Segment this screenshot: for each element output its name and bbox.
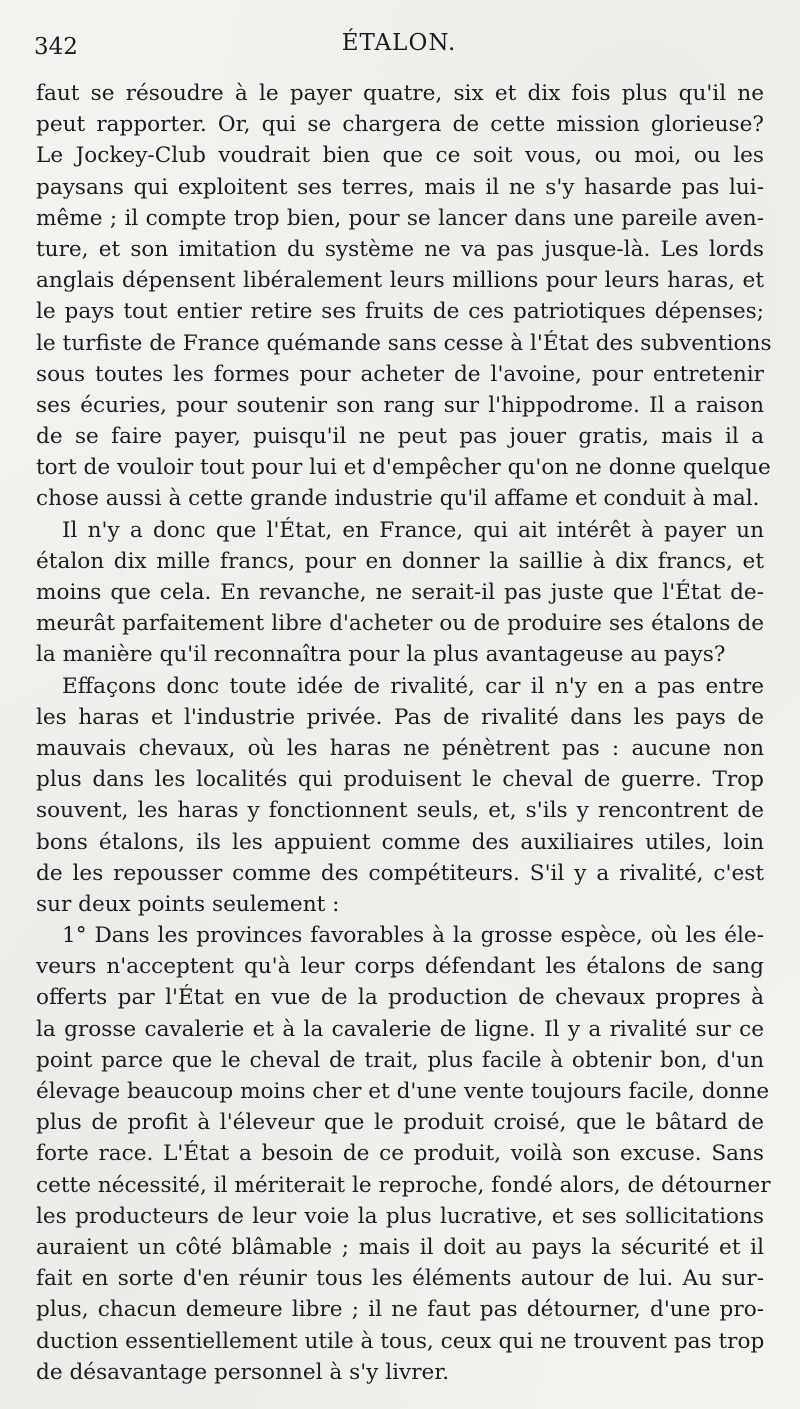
text-line: même ; il compte trop bien, pour se lancer dans une pareile aven- xyxy=(36,205,764,231)
text-line: forte race. L'État a besoin de ce produit, voilà son excuse. Sans xyxy=(36,1141,764,1167)
text-line: veurs n'acceptent qu'à leur corps défendant les étalons de sang xyxy=(36,954,764,980)
text-line: 1° Dans les provinces favorables à la grosse espèce, où les éle- xyxy=(62,923,764,949)
text-line: meurât parfaitement libre d'acheter ou de produire ses étalons de xyxy=(36,611,764,637)
text-line: chose aussi à cette grande industrie qu'il affame et conduit à mal. xyxy=(36,486,760,512)
text-line: tort de vouloir tout pour lui et d'empêcher qu'on ne donne quelque xyxy=(36,455,771,481)
text-line: paysans qui exploitent ses terres, mais il ne s'y hasarde pas lui- xyxy=(36,174,764,200)
text-line: de désavantage personnel à s'y livrer. xyxy=(36,1359,450,1385)
text-line: Effaçons donc toute idée de rivalité, car il n'y en a pas entre xyxy=(62,673,764,699)
text-line: plus, chacun demeure libre ; il ne faut pas détourner, d'une pro- xyxy=(36,1297,764,1323)
text-line: auraient un côté blâmable ; mais il doit au pays la sécurité et il xyxy=(36,1234,764,1260)
text-line: ture, et son imitation du système ne va pas jusque-là. Les lords xyxy=(36,236,764,262)
text-line: sur deux points seulement : xyxy=(36,891,340,917)
text-line: les producteurs de leur voie la plus lucrative, et ses sollicitations xyxy=(36,1203,764,1229)
text-line: moins que cela. En revanche, ne serait-il pas juste que l'État de- xyxy=(36,580,764,605)
text-line: Il n'y a donc que l'État, en France, qui ait intérêt à payer un xyxy=(62,517,764,543)
page-number: 342 xyxy=(34,34,78,60)
text-line: bons étalons, ils les appuient comme des auxiliaires utiles, loin xyxy=(36,829,764,855)
text-line: anglais dépensent libéralement leurs millions pour leurs haras, et xyxy=(36,268,764,294)
text-line: étalon dix mille francs, pour en donner la saillie à dix francs, et xyxy=(36,548,764,574)
text-line: le pays tout entier retire ses fruits de ces patriotiques dépenses; xyxy=(36,299,764,325)
text-line: le turfiste de France quémande sans cesse à l'État des subventions xyxy=(36,330,772,356)
text-line: la manière qu'il reconnaîtra pour la plus avantageuse au pays? xyxy=(36,642,726,668)
text-line: plus de profit à l'éleveur que le produit croisé, que le bâtard de xyxy=(36,1110,764,1136)
text-line: peut rapporter. Or, qui se chargera de cette mission glorieuse? xyxy=(36,112,764,138)
text-line: Le Jockey-Club voudrait bien que ce soit vous, ou moi, ou les xyxy=(36,143,764,169)
text-line: ses écuries, pour soutenir son rang sur l'hippodrome. Il a raison xyxy=(36,392,764,418)
text-line: plus dans les localités qui produisent le cheval de guerre. Trop xyxy=(36,767,764,793)
text-line: faut se résoudre à le payer quatre, six et dix fois plus qu'il ne xyxy=(36,81,764,106)
text-line: la grosse cavalerie et à la cavalerie de ligne. Il y a rivalité sur ce xyxy=(36,1016,764,1042)
body-text xyxy=(36,78,772,1388)
text-line: duction essentiellement utile à tous, ceux qui ne trouvent pas trop xyxy=(36,1328,765,1354)
text-line: sous toutes les formes pour acheter de l'avoine, pour entretenir xyxy=(36,361,764,387)
text-line: élevage beaucoup moins cher et d'une vente toujours facile, donne xyxy=(36,1079,770,1104)
text-line: offerts par l'État en vue de la production de chevaux propres à xyxy=(36,985,764,1011)
text-line: point parce que le cheval de trait, plus facile à obtenir bon, d'un xyxy=(36,1047,764,1073)
running-head xyxy=(34,30,764,62)
text-line: fait en sorte d'en réunir tous les éléments autour de lui. Au sur- xyxy=(36,1266,764,1292)
text-line: de les repousser comme des compétiteurs. S'il y a rivalité, c'est xyxy=(36,860,764,886)
text-line: souvent, les haras y fonctionnent seuls, et, s'ils y rencontrent de xyxy=(36,798,764,824)
text-line: mauvais chevaux, où les haras ne pénètrent pas : aucune non xyxy=(36,735,764,761)
text-line: les haras et l'industrie privée. Pas de rivalité dans les pays de xyxy=(36,704,764,730)
text-line: cette nécessité, il mériterait le reproche, fondé alors, de détourner xyxy=(36,1172,771,1198)
running-title: ÉTALON. xyxy=(341,30,457,56)
text-line: de se faire payer, puisqu'il ne peut pas jouer gratis, mais il a xyxy=(36,424,764,450)
